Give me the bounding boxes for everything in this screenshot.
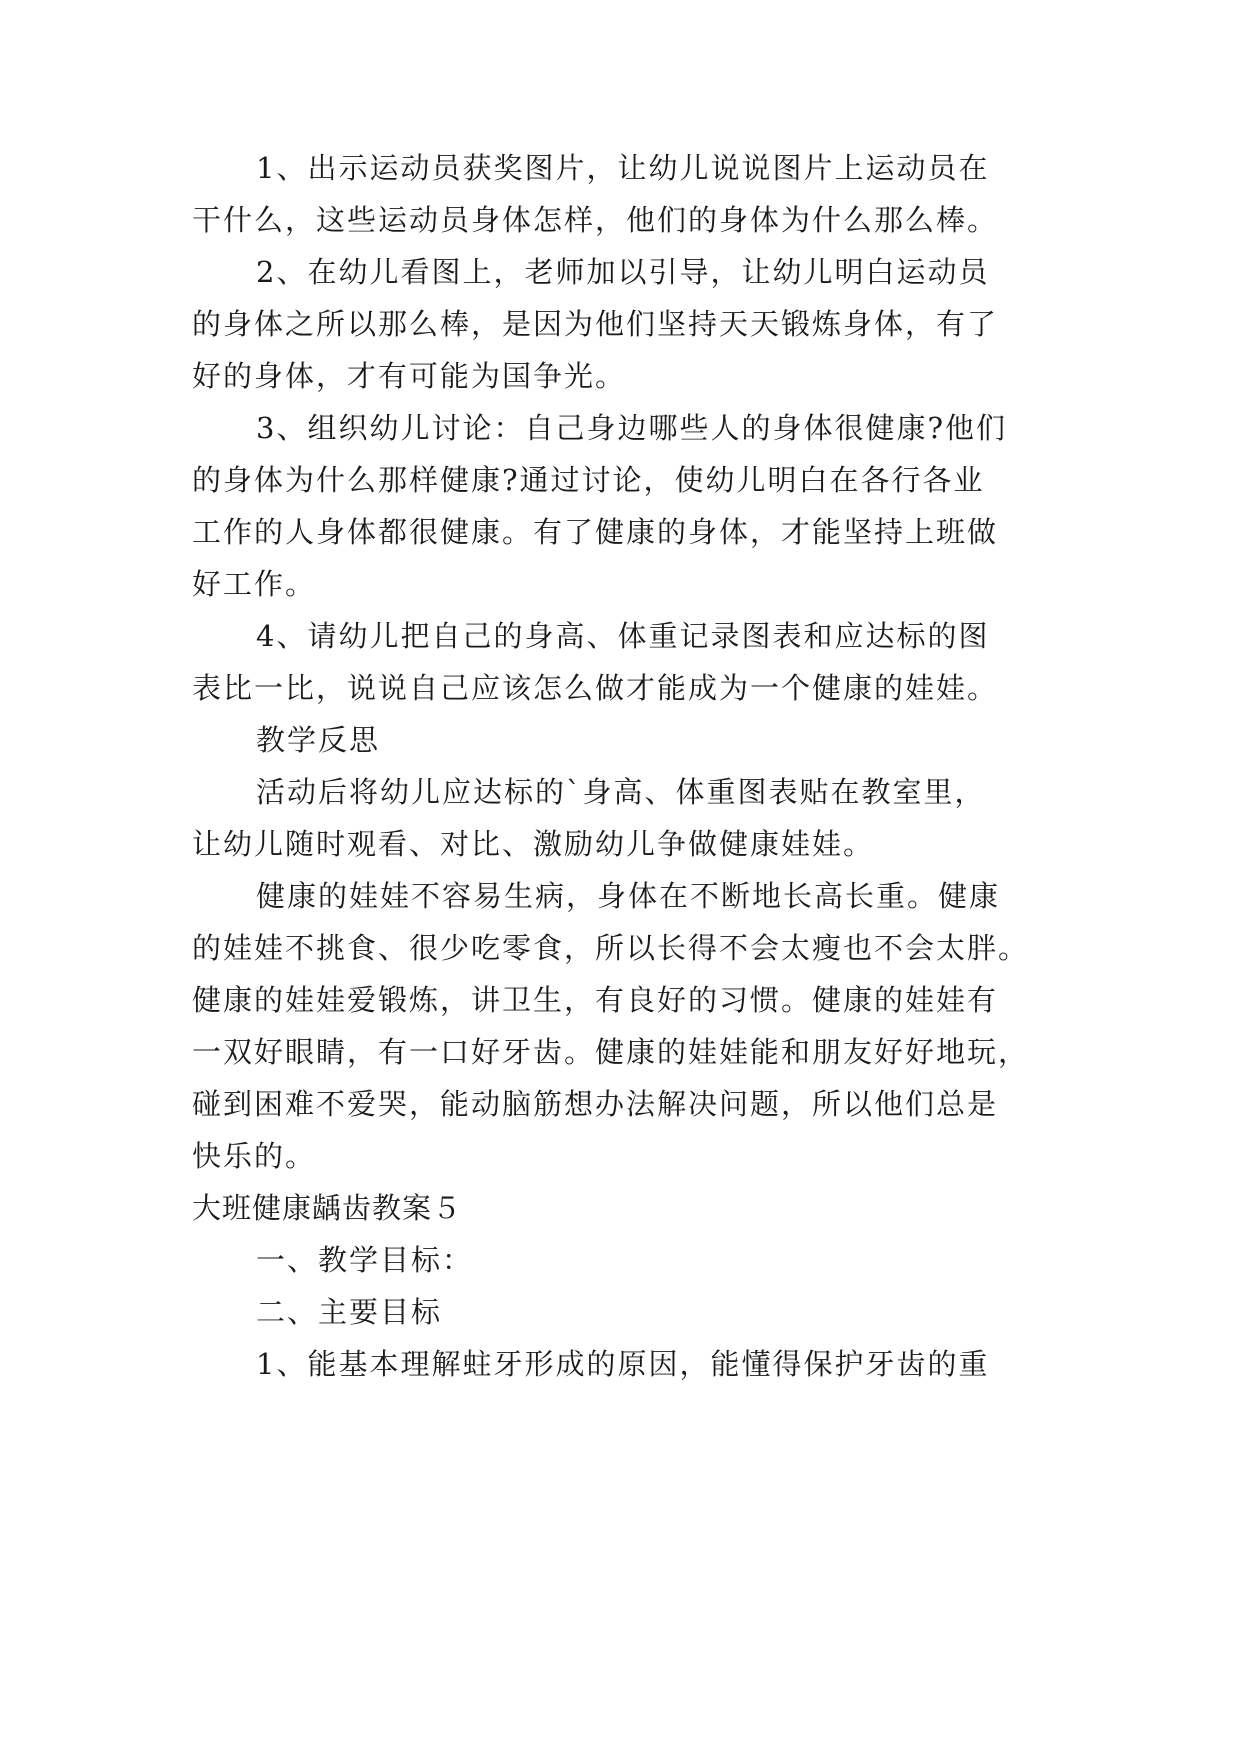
section-heading: 二、主要目标: [256, 1295, 443, 1329]
paragraph-line: 好工作。: [192, 567, 317, 601]
paragraph-line: 4、请幼儿把自己的身高、体重记录图表和应达标的图: [256, 619, 990, 653]
paragraph-line: 3、组织幼儿讨论：自己身边哪些人的身体很健康?他们: [256, 411, 1007, 445]
paragraph-line: 表比一比，说说自己应该怎么做才能成为一个健康的娃娃。: [192, 671, 999, 705]
section-heading: 教学反思: [256, 723, 381, 757]
paragraph-line: 快乐的。: [192, 1139, 317, 1173]
paragraph-line: 健康的娃娃爱锻炼，讲卫生，有良好的习惯。健康的娃娃有: [192, 983, 999, 1017]
paragraph-line: 工作的人身体都很健康。有了健康的身体，才能坚持上班做: [192, 515, 999, 549]
paragraph-line: 碰到困难不爱哭，能动脑筋想办法解决问题，所以他们总是: [192, 1087, 999, 1121]
paragraph-line: 的身体为什么那样健康?通过讨论，使幼儿明白在各行各业: [192, 463, 985, 497]
paragraph-line: 健康的娃娃不容易生病，身体在不断地长高长重。健康: [256, 879, 1001, 913]
paragraph-line: 好的身体，才有可能为国争光。: [192, 359, 627, 393]
paragraph-line: 一双好眼睛，有一口好牙齿。健康的娃娃能和朋友好好地玩，: [192, 1035, 1030, 1069]
section-heading: 一、教学目标：: [256, 1243, 474, 1277]
paragraph-line: 干什么，这些运动员身体怎样，他们的身体为什么那么棒。: [192, 203, 999, 237]
paragraph-line: 让幼儿随时观看、对比、激励幼儿争做健康娃娃。: [192, 827, 875, 861]
paragraph-line: 1、出示运动员获奖图片，让幼儿说说图片上运动员在: [256, 151, 990, 185]
paragraph-line: 的娃娃不挑食、很少吃零食，所以长得不会太瘦也不会太胖。: [192, 931, 1030, 965]
paragraph-line: 的身体之所以那么棒，是因为他们坚持天天锻炼身体，有了: [192, 307, 999, 341]
paragraph-line: 活动后将幼儿应达标的`身高、体重图表贴在教室里，: [256, 775, 986, 809]
paragraph-line: 1、能基本理解蛀牙形成的原因，能懂得保护牙齿的重: [256, 1347, 990, 1381]
paragraph-line: 2、在幼儿看图上，老师加以引导，让幼儿明白运动员: [256, 255, 990, 289]
document-title: 大班健康龋齿教案５: [192, 1191, 463, 1225]
